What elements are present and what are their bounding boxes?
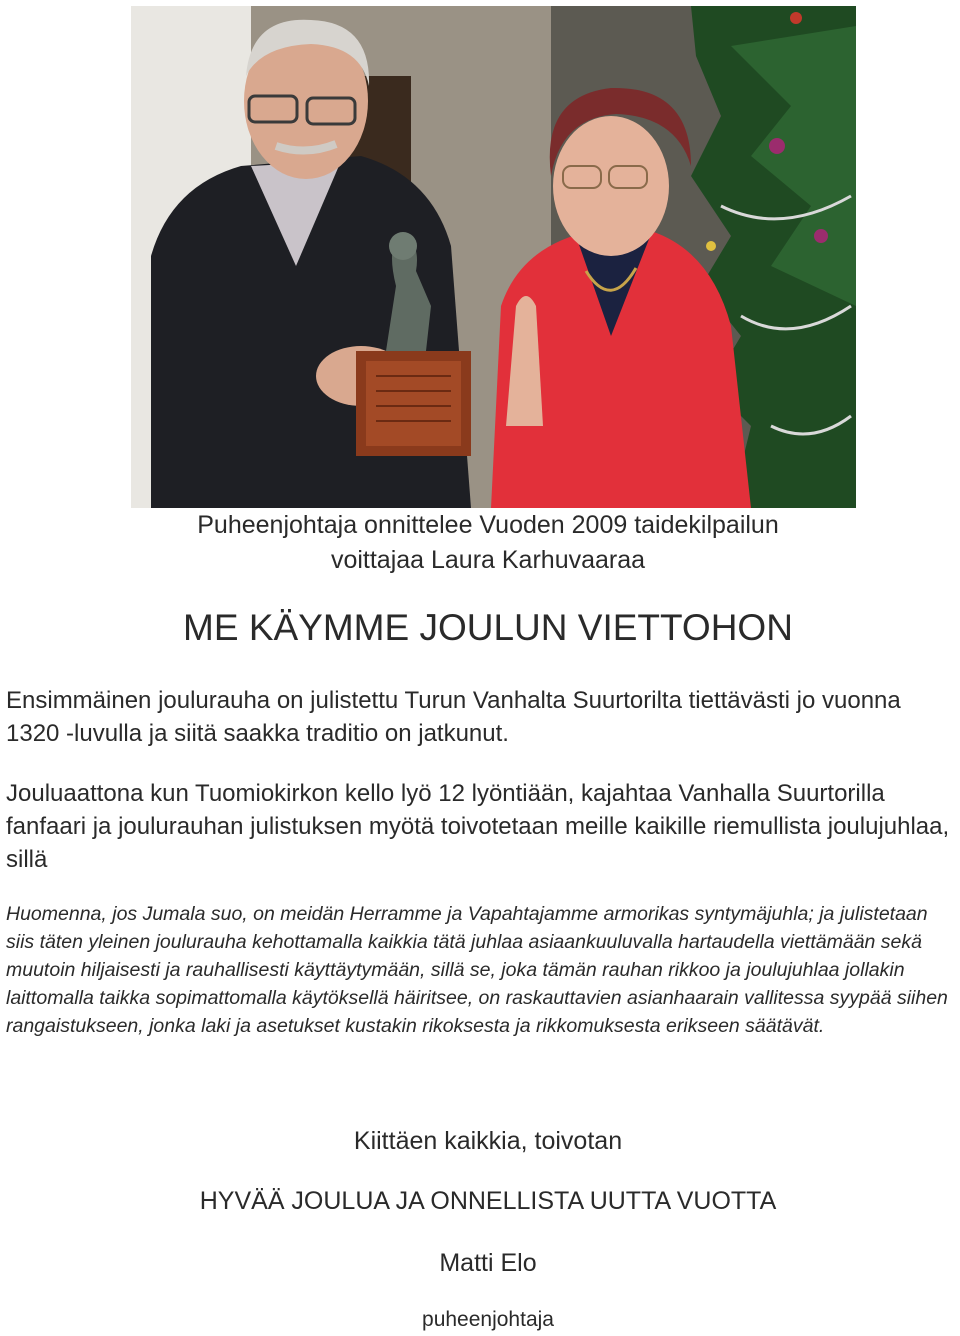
- caption-line-2: voittajaa Laura Karhuvaaraa: [330, 546, 646, 574]
- caption-line-1: Puheenjohtaja onnittelee Vuoden 2009 taidekilpailun: [197, 511, 779, 539]
- signer-name: Matti Elo: [439, 1249, 537, 1277]
- award-photo: [131, 6, 856, 508]
- intro-paragraph: Ensimmäinen joulurauha on julistettu Turun Vanhalta Suurtorilta tiettävästi jo vuonna 1320 -luvulla ja siitä saakka traditio on jatkunut.: [6, 687, 901, 747]
- christmas-proclamation: Huomenna, jos Jumala suo, on meidän Herramme ja Vapahtajamme armorikas syntymäjuhla; ja julistetaan siis täten yleinen joulurauha kehottamalla kaikkia tätä juhlaa asiaankuuluvalla hartaudella viettämään sekä muutoin hiljaisesti ja rauhallisesti käyttäytymään, sillä se, joka tämän rauhan rikkoo ja joulujuhlaa jollakin laittomalla taikka sopimattomalla käytöksellä häiritsee, on raskauttavien asianhaarain vallitessa syypää siihen rangaistukseen, jonka laki ja asetukset kustakin rikoksesta ja rikkomuksesta erikseen säätävät.: [6, 903, 948, 1037]
- closing-wishes: HYVÄÄ JOULUA JA ONNELLISTA UUTTA VUOTTA: [199, 1187, 777, 1215]
- photo-caption: [0, 508, 960, 578]
- signer-role: puheenjohtaja: [422, 1308, 554, 1331]
- page-title: ME KÄYMME JOULUN VIETTOHON: [183, 607, 793, 648]
- tradition-paragraph: Jouluaattona kun Tuomiokirkon kello lyö 12 lyöntiään, kajahtaa Vanhalla Suurtorilla fanfaari ja joulurauhan julistuksen myötä toivotetaan meille kaikille riemullista joulujuhlaa, sillä: [6, 780, 950, 873]
- closing-thanks: Kiittäen kaikkia, toivotan: [353, 1127, 623, 1155]
- award-photo-illustration: [131, 6, 856, 508]
